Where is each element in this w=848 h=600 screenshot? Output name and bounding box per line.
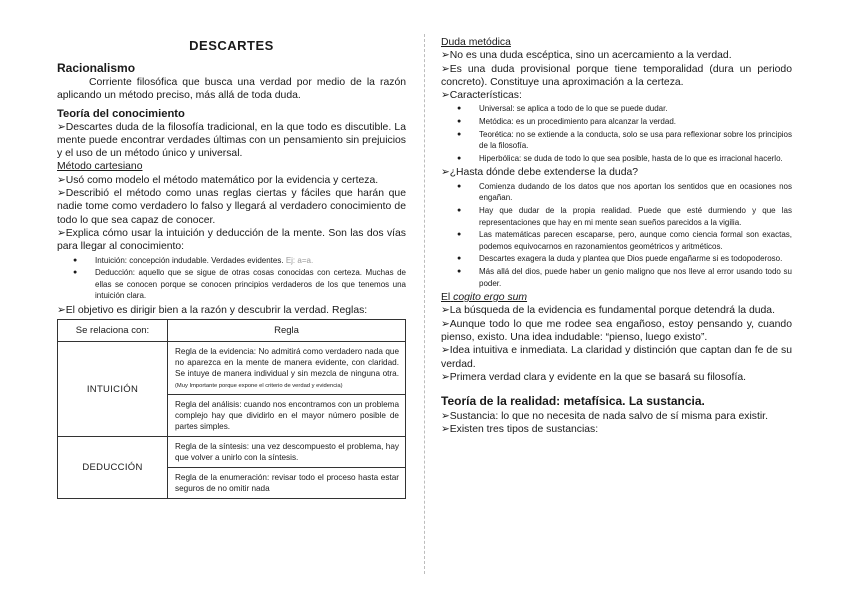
table-cell-rule bbox=[168, 342, 406, 395]
rules-table bbox=[57, 319, 406, 499]
intuicion-example: Ej: a=a. bbox=[285, 255, 314, 265]
table-cell-rule: Regla de la síntesis: una vez descompuesto el problema, hay que volver a unirlo con la síntesis. bbox=[168, 437, 406, 468]
caracteristicas-list bbox=[441, 103, 792, 164]
hasta-donde-label: ➢¿Hasta dónde debe extenderse la duda? bbox=[441, 167, 639, 179]
table-cell-rule: Regla del análisis: cuando nos encontramos con un problema complejo hay que dividirlo en el mayor número posible de partes simples. bbox=[168, 395, 406, 437]
cogito-paragraph: ➢La búsqueda de la evidencia es fundamental porque detendrá la duda. bbox=[441, 305, 775, 317]
metodo-paragraph: ➢Explica cómo usar la intuición y deducción de la mente. Son las dos vías para llegar al conocimiento: bbox=[57, 227, 406, 253]
duda-heading: Duda metódica bbox=[441, 37, 511, 48]
realidad-paragraph: ➢Sustancia: lo que no necesita de nada salvo de sí misma para existir. bbox=[441, 411, 768, 423]
duda-paragraph: ➢No es una duda escéptica, sino un acercamiento a la verdad. bbox=[441, 50, 732, 62]
table-header-row bbox=[58, 320, 406, 342]
list-item: ● Hay que dudar de la propia realidad. Puede que esté durmiendo y que las representaciones que hay en mi mente sean sueños parecidos a la vigilia. bbox=[479, 205, 792, 228]
cogito-paragraph: ➢Aunque todo lo que me rodee sea engañoso, estoy pensando y, cuando pienso, existo. Una idea indudable: “pienso, luego existo”. bbox=[441, 318, 792, 343]
teoria-text: ➢Descartes duda de la filosofía tradicional, en la que todo es discutible. La mente puede encontrar verdades últimas con un pensamiento sin prejuicios y el uso de un método único y universal. bbox=[57, 121, 406, 160]
cogito-heading-prefix: El bbox=[441, 292, 451, 304]
caracteristicas-label: ➢Características: bbox=[441, 90, 522, 102]
metodo-heading: Método cartesiano bbox=[57, 161, 143, 173]
table-header: Se relaciona con: bbox=[58, 320, 168, 342]
cogito-paragraph: ➢Idea intuitiva e inmediata. La claridad y distinción que captan dan fe de su verdad. bbox=[441, 345, 792, 370]
list-item: ● Metódica: es un procedimiento para alcanzar la verdad. bbox=[479, 116, 792, 128]
racionalismo-text: Corriente filosófica que busca una verdad por medio de la razón aplicando un método preciso, más allá de toda duda. bbox=[57, 77, 406, 102]
metodo-paragraph: ➢Usó como modelo el método matemático por la evidencia y certeza. bbox=[57, 174, 379, 186]
table-cell-rule: Regla de la enumeración: revisar todo el proceso hasta estar seguros de no omitir nada bbox=[168, 468, 406, 499]
table-row bbox=[58, 342, 406, 395]
realidad-paragraph: ➢Existen tres tipos de sustancias: bbox=[441, 424, 599, 436]
left-column bbox=[57, 36, 406, 499]
column-divider bbox=[424, 34, 425, 574]
list-item: ● Más allá del dios, puede haber un genio maligno que nos lleve al error usando todo su poder. bbox=[479, 266, 792, 289]
cogito-paragraph: ➢Primera verdad clara y evidente en la que se basará su filosofía. bbox=[441, 371, 747, 383]
list-item: ● Teorética: no se extiende a la conducta, solo se usa para reflexionar sobre los principios de la filosofía. bbox=[479, 129, 792, 152]
cogito-heading-italic: cogito ergo sum bbox=[453, 292, 528, 304]
racionalismo-heading: Racionalismo bbox=[57, 61, 136, 75]
vias-list bbox=[57, 255, 406, 302]
cogito-heading bbox=[441, 291, 792, 304]
metodo-paragraph: ➢Describió el método como unas reglas ciertas y fáciles que harán que nadie tome como verdadero lo falso y llegará al verdadero conocimiento de todo lo que sea capaz de conocer. bbox=[57, 188, 406, 226]
list-item bbox=[95, 255, 406, 267]
page-title: DESCARTES bbox=[189, 38, 274, 53]
list-item: ● Las matemáticas parecen escaparse, pero, aunque como ciencia formal son exactas, podemos equivocarnos en razonamientos geométricos y aritméticos. bbox=[479, 229, 792, 252]
list-item: ● Deducción: aquello que se sigue de otras cosas conocidas con certeza. Muchas de ellas se conocen porque se conocen principios verdaderos de los que tenemos una intuición clara. bbox=[95, 267, 406, 302]
list-item: ● Hiperbólica: se duda de todo lo que sea posible, hasta de lo que es irracional hacerlo. bbox=[479, 153, 792, 165]
regla-evidencia-note: (Muy Importante porque expone el criterio de verdad y evidencia) bbox=[175, 383, 343, 390]
realidad-heading: Teoría de la realidad: metafísica. La sustancia. bbox=[441, 394, 705, 409]
table-header: Regla bbox=[168, 320, 406, 342]
list-item: ● Comienza dudando de los datos que nos aportan los sentidos que en ocasiones nos engañan. bbox=[479, 181, 792, 204]
regla-evidencia: Regla de la evidencia: No admitirá como verdadero nada que no aparezca en la mente de manera evidente, con claridad. Se intuye de manera individual y sin mezcla de ninguna otra. bbox=[175, 347, 399, 379]
duda-paragraph: ➢Es una duda provisional porque tiene temporalidad (dura un periodo concreto). Constituye una aproximación a la certeza. bbox=[441, 63, 792, 88]
list-item: ● Universal: se aplica a todo de lo que se puede dudar. bbox=[479, 103, 792, 115]
table-cell-category: DEDUCCIÓN bbox=[58, 437, 168, 499]
teoria-heading: Teoría del conocimiento bbox=[57, 107, 185, 120]
list-item: ● Descartes exagera la duda y plantea que Dios puede engañarme si es todopoderoso. bbox=[479, 253, 792, 265]
table-row bbox=[58, 437, 406, 468]
table-cell-category: INTUICIÓN bbox=[58, 342, 168, 437]
right-column bbox=[441, 36, 792, 437]
hasta-donde-list bbox=[441, 181, 792, 289]
intuicion-text: Intuición: concepción indudable. Verdades evidentes. bbox=[95, 255, 284, 265]
objetivo-text: ➢El objetivo es dirigir bien a la razón y descubrir la verdad. Reglas: bbox=[57, 304, 368, 316]
